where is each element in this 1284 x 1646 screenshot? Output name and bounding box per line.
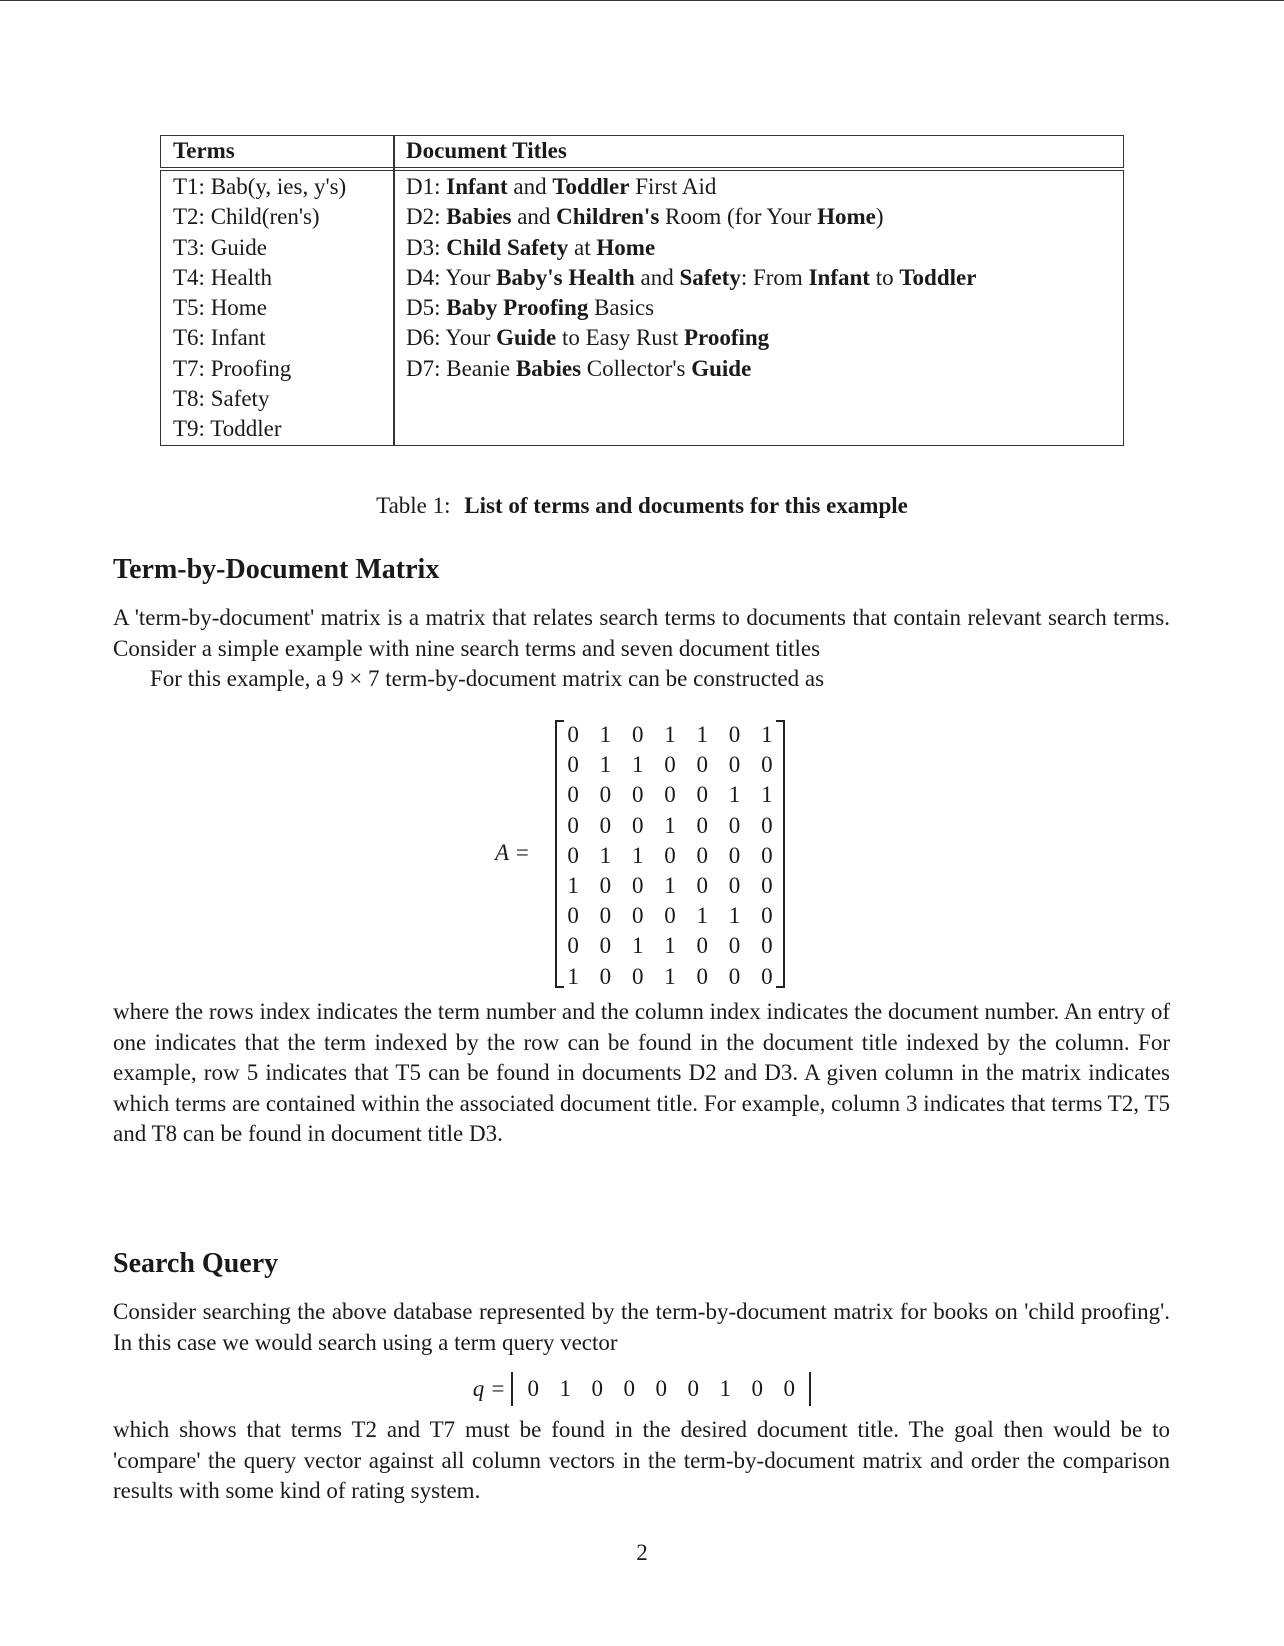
keyword-bold: Infant — [446, 174, 508, 199]
matrix-entry: 0 — [567, 782, 579, 808]
matrix-entry: 1 — [567, 872, 579, 898]
matrix-entry: 1 — [761, 782, 773, 808]
keyword-bold: Baby Proofing — [446, 295, 589, 321]
matrix-row — [557, 841, 783, 871]
document-title-item — [406, 354, 976, 384]
title-text: Room (for Your — [659, 204, 818, 230]
matrix-entry: 1 — [631, 933, 644, 959]
table-header-box — [160, 135, 1124, 168]
matrix-label: A = — [495, 840, 530, 865]
matrix-entry: 1 — [728, 903, 741, 929]
matrix-row — [557, 901, 783, 931]
query-entry: 1 — [719, 1376, 732, 1401]
matrix-entry: 0 — [664, 752, 676, 778]
term-item: T8: Safety — [173, 386, 270, 412]
title-text: D7: Beanie — [406, 355, 516, 381]
matrix-entry: 0 — [567, 933, 579, 959]
title-text: D5: — [406, 295, 447, 321]
header-terms: Terms — [173, 138, 235, 163]
matrix-entry: 0 — [664, 782, 676, 808]
term-item: T9: Toddler — [173, 416, 282, 442]
query-entry: 0 — [591, 1376, 604, 1401]
title-text: to Easy Rust — [556, 325, 684, 351]
keyword-bold: Proofing — [683, 325, 770, 351]
query-entry: 0 — [687, 1376, 700, 1401]
matrix-entry: 1 — [761, 722, 773, 747]
matrix-entry: 1 — [599, 752, 612, 778]
matrix-entry: 0 — [664, 903, 676, 929]
query-entry: 0 — [527, 1376, 540, 1401]
title-text: First Aid — [629, 174, 717, 199]
term-item: T1: Bab(y, ies, y's) — [173, 174, 347, 199]
matrix-entry: 0 — [567, 903, 579, 929]
matrix-entry: 0 — [567, 752, 579, 778]
document-title-item — [406, 323, 976, 353]
title-text: : From — [740, 264, 809, 290]
matrix-row — [557, 962, 783, 992]
matrix-entry: 1 — [664, 963, 676, 989]
matrix-entry: 1 — [696, 722, 709, 747]
keyword-bold: Toddler — [899, 264, 977, 290]
query-vector — [0, 1372, 1284, 1406]
matrix-entry: 0 — [631, 872, 644, 898]
matrix-entry: 1 — [599, 842, 612, 868]
paragraph-intro: A 'term-by-document' matrix is a matrix that relates search terms to documents that contain relevant search terms. Consider a simple example with nine search terms and seven document titles — [113, 605, 1170, 661]
query-entry: 0 — [623, 1376, 636, 1401]
matrix-entry: 0 — [599, 782, 612, 808]
title-text: to — [869, 264, 900, 290]
keyword-bold: Safety — [679, 264, 741, 290]
query-entry: 0 — [783, 1376, 796, 1401]
query-entry: 0 — [655, 1376, 668, 1401]
matrix-entry: 0 — [728, 722, 741, 747]
matrix-entry: 1 — [567, 963, 579, 989]
matrix-entry: 0 — [631, 782, 644, 808]
page-number: 2 — [636, 1540, 648, 1565]
document-title-item — [406, 263, 976, 293]
title-text: Collector's — [581, 355, 692, 381]
title-text: D1: — [406, 174, 447, 199]
document-title-item — [406, 233, 976, 263]
matrix-entry: 1 — [631, 752, 644, 778]
matrix-entry: 0 — [696, 782, 709, 808]
matrix-entry: 0 — [761, 842, 773, 868]
matrix-row — [557, 720, 783, 750]
keyword-bold: Babies — [446, 204, 512, 230]
matrix-grid — [555, 720, 785, 988]
matrix-entry: 0 — [631, 963, 644, 989]
matrix-row — [557, 750, 783, 780]
paragraph-search-intro: Consider searching the above database represented by the term-by-document matrix for books on 'child proofing'. In this case we would search using a term query vector — [113, 1299, 1170, 1355]
matrix-entry: 0 — [761, 903, 773, 929]
matrix-entry: 1 — [664, 933, 676, 959]
document-title-item — [406, 293, 976, 323]
matrix-entry: 0 — [696, 812, 709, 838]
documents-column — [406, 172, 976, 384]
document-title-item — [406, 172, 976, 202]
table-column-divider — [393, 135, 395, 445]
document-title-item — [406, 202, 976, 232]
matrix-entry: 0 — [761, 872, 773, 898]
keyword-bold: Home — [817, 204, 876, 230]
keyword-bold: Baby's Health — [496, 264, 635, 290]
matrix-entry: 1 — [664, 722, 676, 747]
matrix-entry: 0 — [631, 903, 644, 929]
matrix-entry: 1 — [664, 812, 676, 838]
matrix-entry: 0 — [728, 933, 741, 959]
matrix-entry: 0 — [599, 872, 612, 898]
matrix-entry: 0 — [728, 963, 741, 989]
matrix-entry: 1 — [728, 782, 741, 808]
matrix-entry: 0 — [599, 933, 612, 959]
matrix-entry: 1 — [631, 842, 644, 868]
keyword-bold: Infant — [808, 264, 870, 290]
matrix-entry: 1 — [599, 722, 612, 747]
matrix-entry: 0 — [599, 963, 612, 989]
matrix-entry: 0 — [761, 963, 773, 989]
term-item: T7: Proofing — [173, 355, 292, 381]
term-item: T2: Child(ren's) — [173, 204, 320, 230]
header-document-titles: Document Titles — [406, 138, 567, 163]
section-heading-term-by-document: Term-by-Document Matrix — [113, 554, 440, 585]
matrix-entry: 0 — [599, 903, 612, 929]
matrix-entry: 0 — [761, 812, 773, 838]
matrix-entry: 0 — [696, 933, 709, 959]
caption-text: List of terms and documents for this example — [464, 493, 908, 518]
matrix-entry: 0 — [696, 963, 709, 989]
matrix-entry: 0 — [728, 872, 741, 898]
term-item: T3: Guide — [173, 234, 267, 260]
matrix-entry: 0 — [567, 812, 579, 838]
title-text: at — [568, 234, 597, 260]
query-vector-entries — [511, 1372, 811, 1406]
page-top-border — [0, 0, 1284, 1]
title-text: D4: Your — [406, 264, 497, 290]
title-text: D6: Your — [406, 325, 497, 351]
term-item: T4: Health — [173, 264, 272, 290]
matrix-entry: 0 — [761, 752, 773, 778]
matrix-entry: 1 — [696, 903, 709, 929]
matrix-row — [557, 871, 783, 901]
title-text: D3: — [406, 234, 447, 260]
keyword-bold: Guide — [496, 325, 557, 351]
keyword-bold: Toddler — [552, 174, 630, 199]
matrix-entry: 0 — [696, 842, 709, 868]
matrix-entry: 0 — [567, 842, 579, 868]
matrix-entry: 0 — [631, 722, 644, 747]
matrix-row — [557, 780, 783, 810]
title-text: Basics — [588, 295, 655, 321]
caption-label: Table 1: — [376, 493, 451, 518]
matrix-entry: 0 — [728, 752, 741, 778]
matrix-entry: 0 — [728, 842, 741, 868]
matrix-entry: 0 — [761, 933, 773, 959]
query-entry: 0 — [751, 1376, 764, 1401]
query-label: q = — [472, 1376, 506, 1401]
section-heading-search-query: Search Query — [113, 1248, 279, 1279]
matrix-entry: 0 — [599, 812, 612, 838]
title-text: D2: — [406, 204, 447, 230]
terms-column — [173, 172, 346, 445]
matrix-entry: 1 — [664, 872, 676, 898]
matrix-entry: 0 — [664, 842, 676, 868]
matrix-entry: 0 — [728, 812, 741, 838]
keyword-bold: Babies — [515, 355, 582, 381]
keyword-bold: Home — [596, 234, 656, 260]
keyword-bold: Children's — [556, 204, 660, 230]
title-text: ) — [875, 204, 884, 230]
paragraph-search-goal: which shows that terms T2 and T7 must be found in the desired document title. The goal then would be to 'compare' the query vector against all column vectors in the term-by-document matrix and order the comparison results with some kind of rating system. — [113, 1417, 1170, 1503]
matrix-entry: 0 — [696, 872, 709, 898]
matrix-entry: 0 — [631, 812, 644, 838]
term-item: T6: Infant — [173, 325, 266, 351]
matrix-row — [557, 931, 783, 961]
matrix-entry: 0 — [696, 752, 709, 778]
matrix-entry: 0 — [567, 722, 579, 747]
matrix-row — [557, 811, 783, 841]
paragraph-matrix-explanation: where the rows index indicates the term number and the column index indicates the document number. An entry of one indicates that the term indexed by the row can be found in the document title indexed by the column. For example, row 5 indicates that T5 can be found in documents D2 and D3. A given column in the matrix indicates which terms are contained within the associated document title. For example, column 3 indicates that terms T2, T5 and T8 can be found in document title D3. — [113, 999, 1170, 1146]
paragraph-matrix-intro: For this example, a 9 × 7 term-by-document matrix can be constructed as — [150, 666, 825, 691]
table-caption — [0, 490, 1284, 522]
term-item: T5: Home — [173, 295, 267, 321]
title-text: and — [634, 264, 680, 290]
keyword-bold: Child Safety — [446, 234, 569, 260]
title-text: and — [511, 204, 557, 230]
title-text: and — [507, 174, 553, 199]
keyword-bold: Guide — [691, 355, 752, 381]
query-entry: 1 — [559, 1376, 572, 1401]
